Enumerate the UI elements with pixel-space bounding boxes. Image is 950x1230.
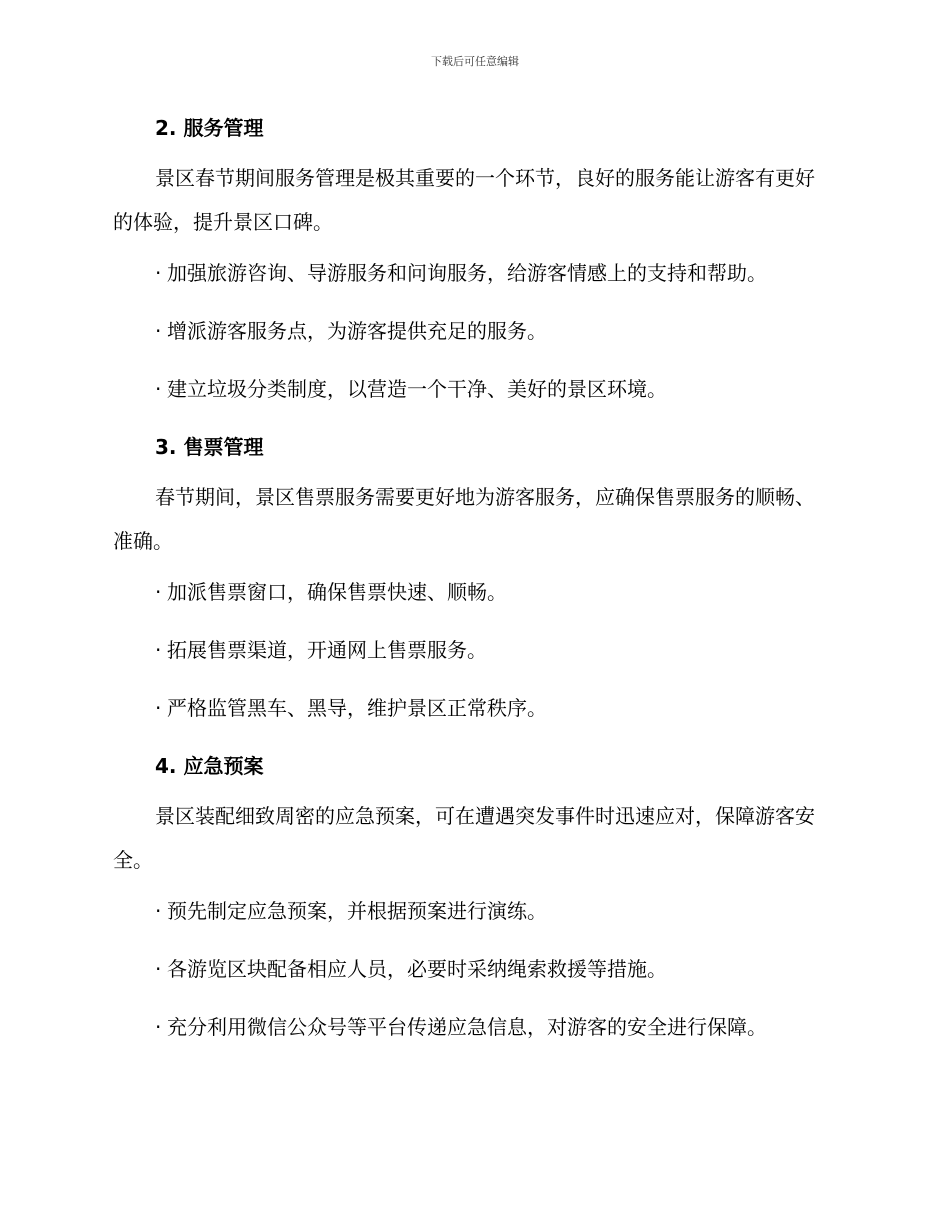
bullet-text: 加强旅游咨询、导游服务和问询服务，给游客情感上的支持和帮助。 (167, 261, 767, 285)
bullet-text: 加派售票窗口，确保售票快速、顺畅。 (167, 580, 507, 604)
bullet-item (113, 371, 833, 407)
bullet-item (113, 574, 833, 610)
document-body (113, 110, 833, 1067)
bullet-item (113, 690, 833, 726)
bullet-text: 各游览区块配备相应人员，必要时采纳绳索救援等措施。 (167, 957, 667, 981)
section-paragraph: 景区春节期间服务管理是极其重要的一个环节，良好的服务能让游客有更好的体验，提升景区口碑。 (113, 166, 815, 234)
section-service-management (113, 110, 833, 407)
bullet-item (113, 632, 833, 668)
bullet-marker: · (155, 899, 162, 923)
bullet-text: 建立垃圾分类制度，以营造一个干净、美好的景区环境。 (167, 377, 667, 401)
section-heading: 3. 售票管理 (155, 435, 264, 459)
bullet-marker: · (155, 319, 162, 343)
section-paragraph: 春节期间，景区售票服务需要更好地为游客服务，应确保售票服务的顺畅、准确。 (113, 485, 815, 553)
header-note: 下载后可任意编辑 (431, 55, 519, 68)
bullet-text: 充分利用微信公众号等平台传递应急信息，对游客的安全进行保障。 (167, 1015, 767, 1039)
bullet-marker: · (155, 957, 162, 981)
bullet-marker: · (155, 261, 162, 285)
bullet-item (113, 951, 833, 987)
bullet-item (113, 1009, 833, 1045)
section-ticket-management (113, 429, 833, 726)
bullet-marker: · (155, 580, 162, 604)
bullet-item (113, 893, 833, 929)
bullet-item (113, 313, 833, 349)
bullet-text: 严格监管黑车、黑导，维护景区正常秩序。 (167, 696, 547, 720)
section-heading: 2. 服务管理 (155, 116, 264, 140)
bullet-marker: · (155, 638, 162, 662)
bullet-marker: · (155, 1015, 162, 1039)
section-emergency-plan (113, 748, 833, 1045)
bullet-marker: · (155, 377, 162, 401)
bullet-text: 增派游客服务点，为游客提供充足的服务。 (167, 319, 547, 343)
section-paragraph: 景区装配细致周密的应急预案，可在遭遇突发事件时迅速应对，保障游客安全。 (113, 804, 815, 872)
bullet-marker: · (155, 696, 162, 720)
section-heading: 4. 应急预案 (155, 754, 264, 778)
bullet-text: 预先制定应急预案，并根据预案进行演练。 (167, 899, 547, 923)
bullet-text: 拓展售票渠道，开通网上售票服务。 (167, 638, 487, 662)
bullet-item (113, 255, 833, 291)
